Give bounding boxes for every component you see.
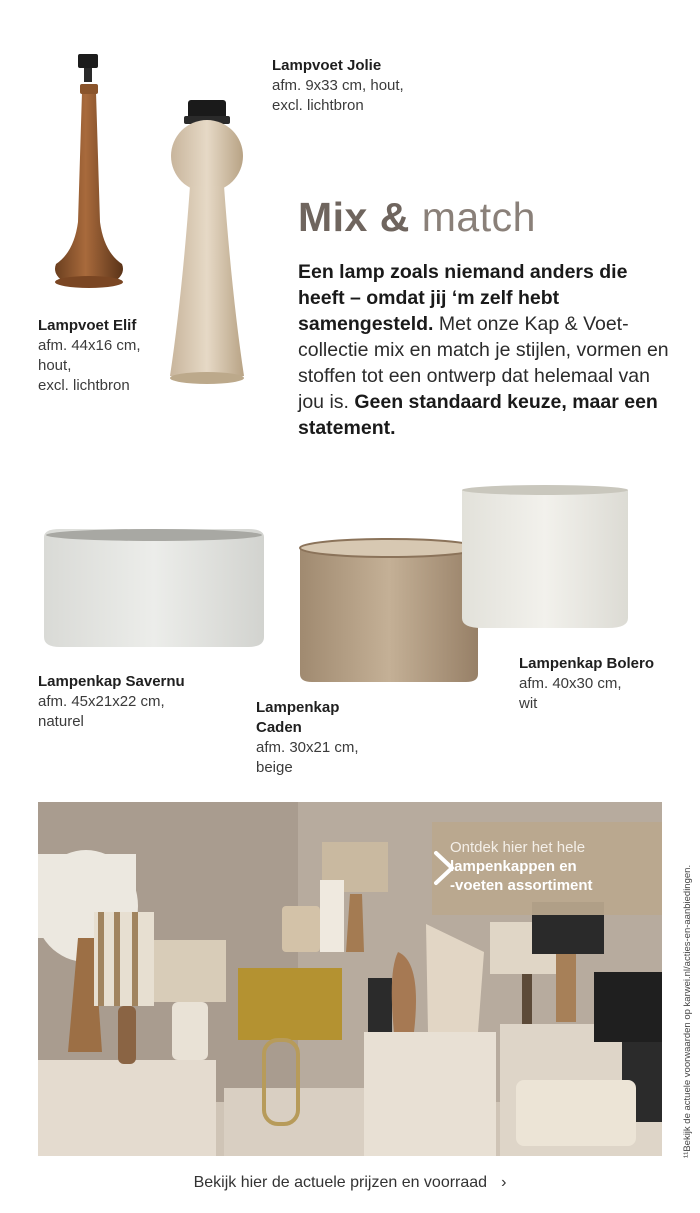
promo-cta-button[interactable]: [432, 822, 662, 915]
cta-line-2: lampenkappen en: [450, 858, 577, 875]
prices-stock-link[interactable]: [0, 1174, 700, 1192]
intro-regular: Met onze Kap & Voet-collectie mix en match je stijlen, vormen en stoffen tot een ontwerp dat helemaal van jou is.: [298, 313, 669, 413]
product-name: Lampenkap: [256, 699, 340, 716]
product-name: Lampenkap Bolero: [519, 655, 655, 672]
product-name: Caden: [256, 719, 302, 736]
product-label-elif: [38, 316, 141, 396]
product-label-savernu: [38, 672, 185, 732]
product-spec: afm. 9x33 cm, hout,: [272, 77, 404, 94]
title-light: match: [421, 194, 536, 240]
product-spec: excl. lichtbron: [38, 377, 130, 394]
page-title: [298, 194, 536, 241]
product-spec: hout,: [38, 357, 72, 374]
cta-line-1: Ontdek hier het hele: [450, 839, 586, 856]
product-spec: afm. 30x21 cm,: [256, 739, 359, 756]
product-name: Lampvoet Elif: [38, 317, 137, 334]
product-spec: afm. 40x30 cm,: [519, 675, 622, 692]
product-spec: afm. 44x16 cm,: [38, 337, 141, 354]
lampenkap-caden-image[interactable]: [296, 534, 482, 686]
product-spec: wit: [519, 695, 538, 712]
intro-bold-1: Een lamp zoals niemand anders die heeft – omdat jij ‘m zelf hebt samengesteld.: [298, 261, 628, 335]
cta-line-3: -voeten assortiment: [450, 877, 593, 894]
intro-text: [298, 259, 678, 441]
product-label-caden: [256, 698, 359, 778]
product-spec: naturel: [38, 713, 84, 730]
title-bold: Mix &: [298, 194, 410, 240]
lampvoet-jolie-image[interactable]: [162, 96, 252, 390]
product-spec: beige: [256, 759, 293, 776]
product-label-bolero: [519, 654, 654, 714]
product-spec: excl. lichtbron: [272, 97, 364, 114]
chevron-right-icon: [432, 850, 456, 886]
lampenkap-savernu-image[interactable]: [40, 525, 268, 653]
product-spec: afm. 45x21x22 cm,: [38, 693, 165, 710]
disclaimer-note: [668, 806, 693, 1160]
product-name: Lampvoet Jolie: [272, 57, 382, 74]
lampvoet-elif-image[interactable]: [52, 52, 126, 292]
chevron-right-icon: ›: [501, 1174, 507, 1191]
promo-banner[interactable]: [38, 802, 662, 1156]
lampenkap-bolero-image[interactable]: [458, 482, 632, 632]
product-label-jolie: [272, 56, 404, 116]
disclaimer-text: ¹¹Bekijk de actuele voorwaarden op karwei.nl/acties-en-aanbiedingen.: [682, 864, 693, 1158]
product-name: Lampenkap Savernu: [38, 673, 185, 690]
intro-bold-2: Geen standaard keuze, maar een statement.: [298, 391, 658, 439]
prices-stock-link-label: Bekijk hier de actuele prijzen en voorraad: [193, 1174, 488, 1191]
